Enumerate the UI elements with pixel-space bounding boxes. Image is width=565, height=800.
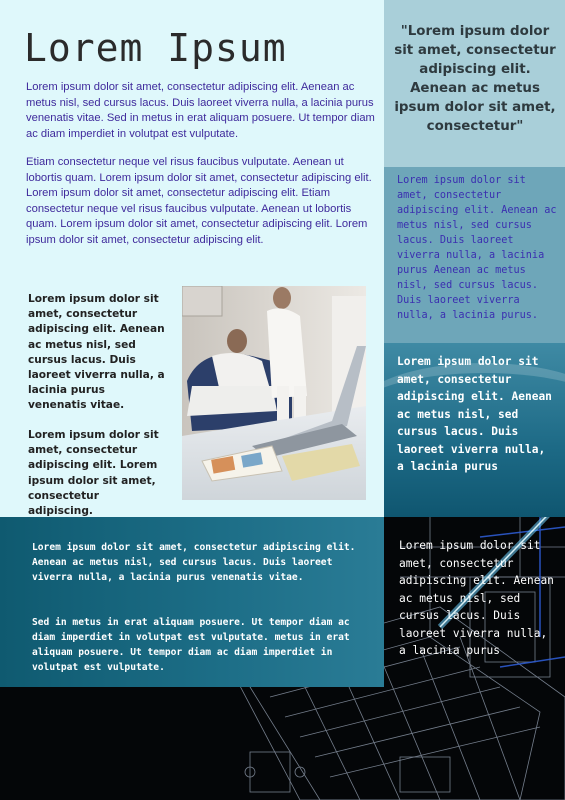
pull-quote: "Lorem ipsum dolor sit amet, consectetur adipiscing elit. Aenean ac metus ipsum dolor sit amet, consectetur" bbox=[394, 24, 556, 134]
page-title: Lorem Ipsum bbox=[24, 26, 287, 70]
band-paragraph-2: Sed in metus in erat aliquam posuere. Ut tempor diam ac diam imperdiet in volutpat est vulputate. metus in erat aliquam posuere. Ut tempor diam ac diam imperdiet in volutpat est vulputate. bbox=[32, 617, 350, 673]
sidebar-text-2: Lorem ipsum dolor sit amet, consectetur adipiscing elit. Aenean ac metus nisl, sed cursus lacus. Duis laoreet viverra nulla, a lacinia purus bbox=[397, 355, 552, 473]
office-photo-image bbox=[182, 286, 366, 500]
sidebar-text-3: Lorem ipsum dolor sit amet, consectetur adipiscing elit. Aenean ac metus nisl, sed cursus lacus. Duis laoreet viverra nulla, a lacinia purus bbox=[399, 539, 554, 657]
photo-caption-2: Lorem ipsum dolor sit amet, consectetur adipiscing elit. Lorem ipsum dolor sit amet, consectetur adipiscing. bbox=[28, 429, 159, 518]
intro-paragraph-1: Lorem ipsum dolor sit amet, consectetur adipiscing elit. Aenean ac metus nisl, sed cursus lacus. Duis laoreet viverra nulla, a lacinia purus venenatis vitae. Sed in metus in erat aliquam posuere. Ut tempor diam ac diam imperdiet in volutpat est vulputate. bbox=[26, 81, 375, 140]
intro-paragraph-2: Etiam consectetur neque vel risus faucibus vulputate. Aenean ut lobortis quam. Lorem ipsum dolor sit amet, consectetur adipiscing elit. Lorem ipsum dolor sit amet, consectetur adipiscing elit. Etiam consectetur neque vel risus faucibus vulputate. Aenean ut lobortis quam. Lorem ipsum dolor sit amet, consectetur adipiscing elit. Lorem ipsum dolor sit amet, consectetur adipiscing elit. bbox=[26, 156, 372, 246]
sidebar-text-1: Lorem ipsum dolor sit amet, consectetur adipiscing elit. Aenean ac metus nisl, sed cursus lacus. Duis laoreet viverra nulla, a lacinia purus Aenean ac metus nisl, sed cursus lacus. Duis laoreet viverra nulla, a lacinia purus. bbox=[397, 175, 557, 321]
photo-caption-1: Lorem ipsum dolor sit amet, consectetur adipiscing elit. Aenean ac metus nisl, sed cursus lacus. Duis laoreet viverra nulla, a lacinia purus venenatis vitae. bbox=[28, 293, 165, 412]
band-paragraph-1: Lorem ipsum dolor sit amet, consectetur adipiscing elit. Aenean ac metus nisl, sed cursus lacus. Duis laoreet viverra nulla, a lacinia purus venenatis vitae. bbox=[32, 542, 356, 583]
